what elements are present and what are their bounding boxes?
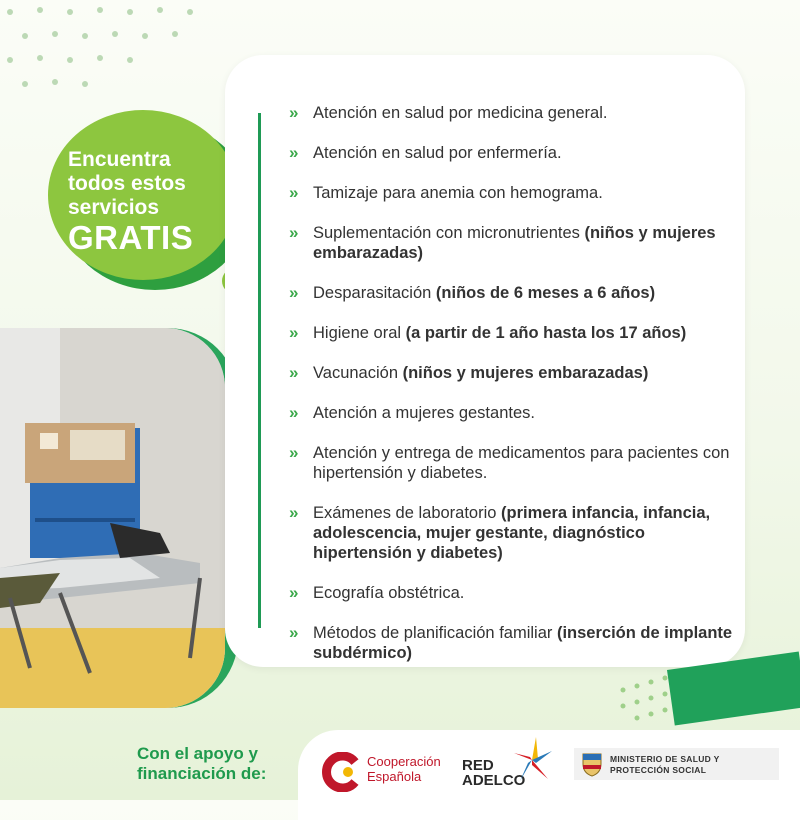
service-item	[291, 143, 743, 163]
service-item	[291, 363, 743, 383]
chevron-double-right-icon: »	[289, 443, 299, 462]
cooperacion-line-1: Cooperación	[367, 754, 441, 769]
service-item	[291, 443, 743, 483]
cooperacion-line-2: Española	[367, 769, 422, 784]
services-list	[289, 80, 733, 680]
service-text: Métodos de planificación familiar	[313, 624, 557, 642]
chevron-double-right-icon: »	[289, 623, 299, 642]
bubble-text	[68, 148, 233, 256]
photo-frame	[0, 328, 238, 708]
service-detail: (inserción de implante subdérmico)	[313, 624, 733, 662]
service-detail: (primera infancia, infancia, adolescencia, mujer gestante, diagnóstico hipertensión y diabetes)	[313, 504, 711, 562]
service-text: Higiene oral	[313, 324, 406, 342]
service-item	[291, 583, 743, 603]
service-detail: (a partir de 1 año hasta los 17 años)	[405, 324, 687, 342]
chevron-double-right-icon: »	[289, 583, 299, 602]
chevron-double-right-icon: »	[289, 323, 299, 342]
card-accent-line	[258, 113, 261, 628]
service-item	[291, 223, 743, 263]
chevron-double-right-icon: »	[289, 403, 299, 422]
red-adelco-line-2: ADELCO	[462, 772, 526, 789]
support-text	[137, 744, 266, 784]
decorative-dots	[0, 0, 250, 110]
ministerio-text	[610, 754, 720, 776]
service-text: Ecografía obstétrica.	[313, 584, 465, 602]
service-item	[291, 183, 743, 203]
service-detail: (niños y mujeres embarazadas)	[313, 224, 716, 262]
chevron-double-right-icon: »	[289, 503, 299, 522]
chevron-double-right-icon: »	[289, 283, 299, 302]
service-item	[291, 623, 743, 663]
support-line-2: financiación de:	[137, 764, 267, 783]
bubble-line-2: todos estos	[68, 172, 186, 195]
chevron-double-right-icon: »	[289, 143, 299, 162]
service-text: Atención en salud por medicina general.	[313, 104, 608, 122]
service-item	[291, 283, 743, 303]
chevron-double-right-icon: »	[289, 363, 299, 382]
clinic-photo	[0, 328, 225, 708]
chevron-double-right-icon: »	[289, 103, 299, 122]
chevron-double-right-icon: »	[289, 183, 299, 202]
support-line-1: Con el apoyo y	[137, 744, 258, 763]
chevron-double-right-icon: »	[289, 223, 299, 242]
service-item	[291, 403, 743, 423]
services-card	[225, 55, 745, 667]
bubble-line-1: Encuentra	[68, 148, 171, 171]
bubble-highlight: GRATIS	[68, 219, 194, 256]
bubble-line-3: servicios	[68, 196, 160, 219]
service-text: Tamizaje para anemia con hemograma.	[313, 184, 603, 202]
service-item	[291, 503, 743, 563]
service-text: Atención y entrega de medicamentos para pacientes con hipertensión y diabetes.	[313, 444, 730, 482]
ministerio-line-2: PROTECCIÓN SOCIAL	[610, 765, 707, 775]
service-text: Atención a mujeres gestantes.	[313, 404, 535, 422]
service-detail: (niños de 6 meses a 6 años)	[435, 284, 656, 302]
service-text: Desparasitación	[313, 284, 436, 302]
escudo-icon	[580, 751, 604, 777]
cooperacion-logo-icon	[322, 752, 362, 792]
service-text: Suplementación con micronutrientes	[313, 224, 585, 242]
service-detail: (niños y mujeres embarazadas)	[402, 364, 649, 382]
service-text: Exámenes de laboratorio	[313, 504, 502, 522]
ministerio-line-1: MINISTERIO DE SALUD Y	[610, 754, 720, 764]
red-adelco-star-icon	[512, 735, 554, 785]
service-text: Atención en salud por enfermería.	[313, 144, 562, 162]
cooperacion-text	[367, 754, 441, 784]
service-item	[291, 323, 743, 343]
service-text: Vacunación	[313, 364, 403, 382]
service-item	[291, 103, 743, 123]
decorative-dots-bottom	[617, 672, 697, 732]
red-adelco-line-1: RED	[462, 757, 494, 774]
